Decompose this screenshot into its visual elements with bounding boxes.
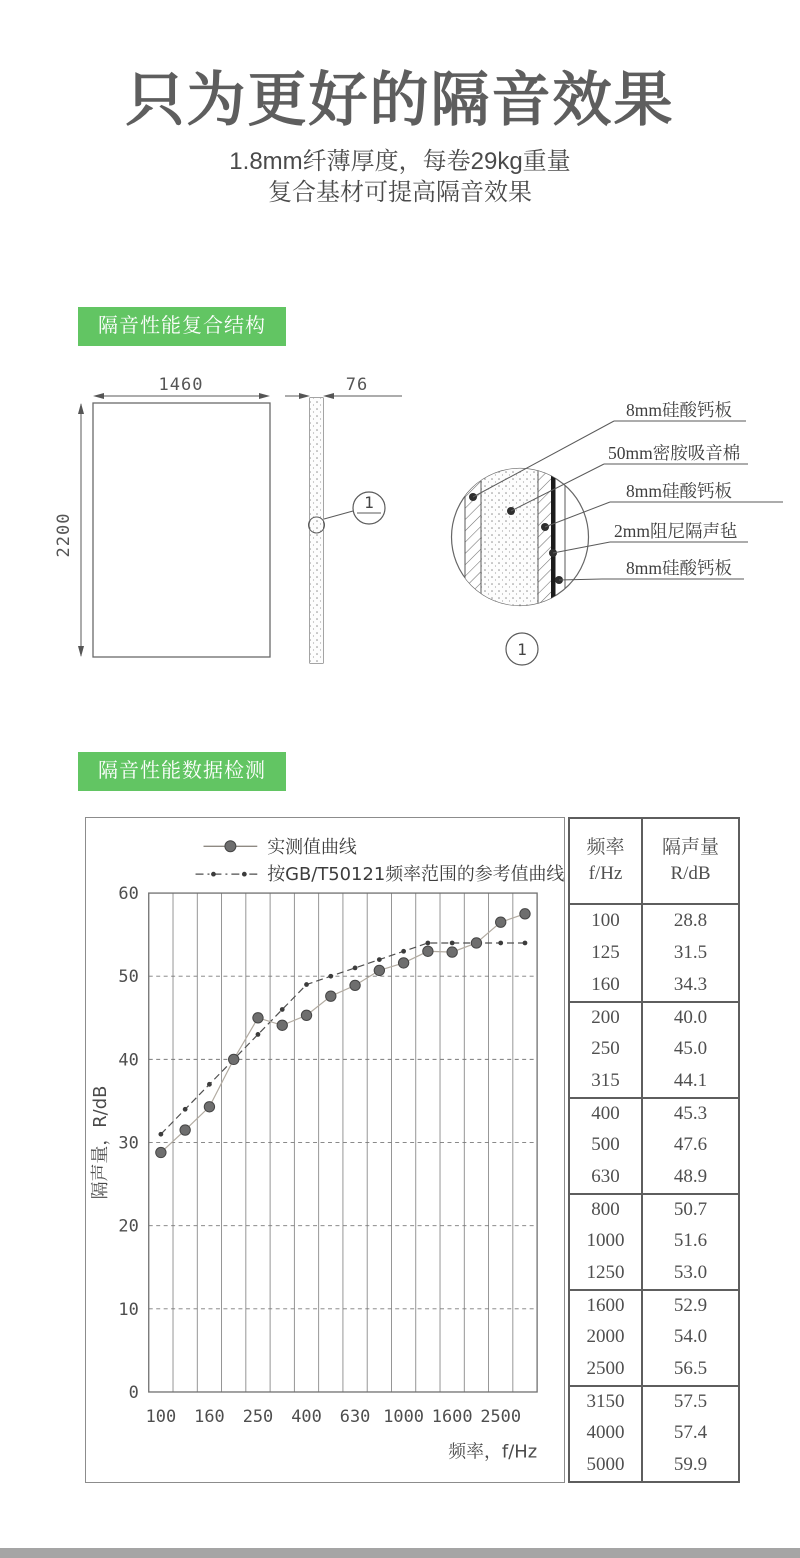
- y-tick-label: 30: [118, 1132, 139, 1153]
- reference-point: [377, 957, 382, 962]
- layer-label-3: 8mm硅酸钙板: [626, 481, 732, 501]
- legend-reference-marker: [242, 872, 247, 877]
- section-badge-data: 隔音性能数据检测: [78, 752, 286, 791]
- measured-point: [326, 991, 336, 1001]
- table-cell-frequency: 125: [591, 942, 620, 963]
- table-header-frequency: [570, 819, 641, 903]
- reference-point: [401, 949, 406, 954]
- measured-point: [277, 1020, 287, 1030]
- y-tick-label: 10: [118, 1298, 139, 1319]
- footer-bar: [0, 1548, 800, 1558]
- x-tick-label: 160: [194, 1405, 225, 1426]
- section-bubble-number: 1: [364, 493, 374, 512]
- table-cell-insulation: 52.9: [641, 1289, 738, 1321]
- legend-reference-marker: [211, 872, 216, 877]
- front-panel-view: [54, 375, 270, 657]
- layer-label-5: 8mm硅酸钙板: [626, 558, 732, 578]
- table-cell-insulation: 28.8: [641, 905, 738, 937]
- reference-point: [256, 1032, 261, 1037]
- table-cell-insulation: 59.9: [641, 1449, 738, 1481]
- x-tick-label: 1000: [383, 1405, 424, 1426]
- measured-point: [471, 938, 481, 948]
- table-cell-insulation: 50.7: [641, 1193, 738, 1225]
- measured-point: [180, 1125, 190, 1135]
- height-dim-label: 2200: [54, 512, 74, 558]
- detail-bubble-number: 1: [517, 640, 527, 659]
- layer-bands: [465, 455, 565, 625]
- detail-bubble: [506, 633, 538, 665]
- page-title: 只为更好的隔音效果: [125, 67, 675, 133]
- section-callout-bubble: [353, 492, 385, 524]
- y-tick-label: 0: [128, 1381, 139, 1402]
- reference-point: [353, 966, 358, 971]
- layer-label-2: 50mm密胺吸音棉: [608, 443, 741, 463]
- table-cell-frequency: 1000: [586, 1230, 625, 1251]
- legend-measured-marker: [225, 841, 236, 852]
- freq-header-unit: f/Hz: [588, 863, 623, 884]
- table-cell-insulation: 53.0: [641, 1257, 738, 1289]
- reference-point: [183, 1107, 188, 1112]
- table-cell-insulation: 56.5: [641, 1353, 738, 1385]
- measured-point: [301, 1010, 311, 1020]
- test-data-table: [568, 817, 740, 1483]
- x-tick-label: 250: [242, 1405, 274, 1426]
- insulation-header-unit: R/dB: [670, 863, 711, 884]
- y-tick-label: 40: [118, 1049, 139, 1070]
- table-cell-frequency: 250: [591, 1038, 620, 1059]
- x-tick-label: 400: [291, 1405, 322, 1426]
- table-cell-frequency: 630: [591, 1166, 620, 1187]
- table-cell-frequency: 3150: [570, 1385, 641, 1417]
- x-axis-title: 频率，f/Hz: [448, 1441, 538, 1463]
- table-cell-frequency: 500: [591, 1134, 620, 1155]
- reference-point: [425, 941, 430, 946]
- table-cell-insulation: 45.0: [641, 1033, 738, 1065]
- table-cell-frequency: 800: [570, 1193, 641, 1225]
- x-tick-label: 1600: [431, 1405, 473, 1426]
- y-tick-label: 50: [118, 966, 139, 987]
- section-badge-structure: 隔音性能复合结构: [78, 307, 286, 346]
- table-cell-frequency: 200: [570, 1001, 641, 1033]
- table-cell-frequency: 160: [591, 974, 620, 995]
- insulation-header-cn: 隔声量: [661, 837, 719, 858]
- measured-point: [229, 1054, 239, 1064]
- subtitle-line-1: 1.8mm纤薄厚度，每卷29kg重量: [229, 148, 571, 175]
- table-cell-frequency: 4000: [586, 1422, 625, 1443]
- measured-point: [398, 958, 408, 968]
- reference-point: [523, 941, 528, 946]
- measured-point: [496, 917, 506, 927]
- measured-point: [253, 1013, 263, 1023]
- table-cell-frequency: 1250: [586, 1262, 625, 1283]
- layer-label-1: 8mm硅酸钙板: [626, 400, 732, 420]
- x-tick-label: 630: [339, 1405, 371, 1426]
- table-cell-insulation: 47.6: [641, 1129, 738, 1161]
- chart-svg: [86, 818, 564, 1482]
- table-header-insulation: [641, 819, 738, 903]
- table-cell-insulation: 44.1: [641, 1065, 738, 1097]
- table-cell-insulation: 54.0: [641, 1321, 738, 1353]
- table-header: [570, 819, 738, 905]
- structure-diagram: [0, 360, 800, 705]
- reference-point: [498, 941, 503, 946]
- table-cell-frequency: 1600: [570, 1289, 641, 1321]
- table-cell-insulation: 45.3: [641, 1097, 738, 1129]
- detail-circle-view: [452, 400, 784, 665]
- table-cell-frequency: 5000: [586, 1454, 625, 1475]
- freq-header-cn: 频率: [586, 837, 625, 858]
- subtitle-line-2: 复合基材可提高隔音效果: [268, 179, 532, 206]
- reference-point: [158, 1132, 163, 1137]
- y-tick-label: 60: [118, 883, 139, 904]
- legend-reference-label: 按GB/T50121频率范围的参考值曲线: [267, 864, 564, 886]
- measured-point: [156, 1147, 166, 1157]
- side-view: [285, 375, 402, 663]
- table-cell-insulation: 31.5: [641, 937, 738, 969]
- reference-point: [280, 1007, 285, 1012]
- page-subtitle: [0, 146, 800, 208]
- y-axis-title: 隔声量，R/dB: [89, 1085, 111, 1200]
- table-cell-insulation: 51.6: [641, 1225, 738, 1257]
- measured-point: [350, 980, 360, 990]
- x-tick-label: 100: [145, 1405, 177, 1426]
- table-cell-frequency: 100: [591, 910, 620, 931]
- measured-point: [374, 965, 384, 975]
- table-cell-frequency: 2000: [586, 1326, 625, 1347]
- table-cell-insulation: 57.5: [641, 1385, 738, 1417]
- x-tick-label: 2500: [480, 1405, 522, 1426]
- measured-point: [204, 1102, 214, 1112]
- thickness-dim-label: 76: [345, 375, 369, 395]
- measured-point: [520, 909, 530, 919]
- reference-point: [304, 982, 309, 987]
- reference-point: [328, 974, 333, 979]
- legend-measured-label: 实测值曲线: [267, 837, 357, 859]
- table-body: [570, 905, 738, 1481]
- table-cell-frequency: 400: [570, 1097, 641, 1129]
- table-cell-insulation: 40.0: [641, 1001, 738, 1033]
- table-cell-frequency: 315: [591, 1070, 620, 1091]
- table-cell-frequency: 2500: [586, 1358, 625, 1379]
- y-tick-label: 20: [118, 1215, 139, 1236]
- layer-label-4: 2mm阻尼隔声毡: [614, 521, 738, 541]
- measured-point: [447, 947, 457, 957]
- measured-point: [423, 946, 433, 956]
- reference-point: [450, 941, 455, 946]
- reference-point: [207, 1082, 212, 1087]
- table-cell-insulation: 34.3: [641, 969, 738, 1001]
- width-dim-label: 1460: [158, 375, 204, 395]
- sound-insulation-chart: [85, 817, 565, 1483]
- table-cell-insulation: 57.4: [641, 1417, 738, 1449]
- table-cell-insulation: 48.9: [641, 1161, 738, 1193]
